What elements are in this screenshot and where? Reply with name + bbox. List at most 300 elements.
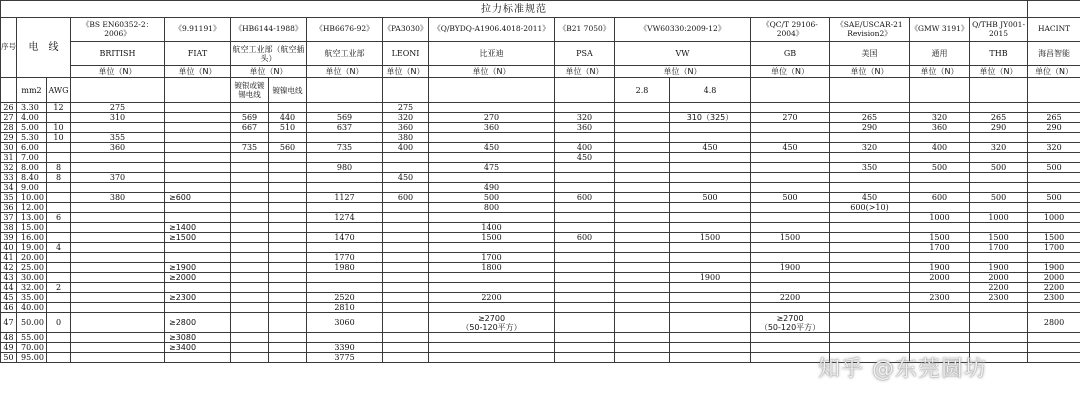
pull-force-line: （50-120平方） <box>759 322 821 332</box>
pull-force-value <box>429 333 555 343</box>
pull-force-value: 1700 <box>429 253 555 263</box>
pull-force-value: 2200 <box>970 283 1028 293</box>
row-index: 41 <box>1 253 17 263</box>
pull-force-value: 2520 <box>307 293 383 303</box>
row-index: 47 <box>1 313 17 333</box>
pull-force-value: 320 <box>383 113 429 123</box>
pull-force-value <box>71 183 165 193</box>
pull-force-value: 1900 <box>970 263 1028 273</box>
row-index: 32 <box>1 163 17 173</box>
pull-force-value: 800 <box>429 203 555 213</box>
pull-force-value: 600 <box>383 193 429 203</box>
standard-name: 美国 <box>830 42 910 66</box>
pull-force-value <box>970 173 1028 183</box>
pull-force-value <box>615 213 670 223</box>
pull-force-value <box>615 353 670 363</box>
pull-force-value: 450 <box>830 193 910 203</box>
pull-force-value <box>751 243 830 253</box>
table-row <box>1 143 1080 153</box>
pull-force-value <box>429 213 555 223</box>
pull-force-value <box>751 123 830 133</box>
pull-force-value <box>970 313 1028 333</box>
table-row <box>1 273 1080 283</box>
wire-header: 电 线 <box>17 18 71 78</box>
pull-force-value: 1700 <box>910 243 970 253</box>
pull-force-value: 265 <box>830 113 910 123</box>
wire-size-mm2: 55.00 <box>17 333 47 343</box>
pull-force-value <box>970 203 1028 213</box>
standard-name: FIAT <box>165 42 231 66</box>
pull-force-value <box>1028 133 1080 143</box>
wire-size-mm2: 8.00 <box>17 163 47 173</box>
pull-force-value: 1800 <box>429 263 555 273</box>
pull-force-value <box>751 333 830 343</box>
pull-force-value <box>165 123 231 133</box>
wire-size-mm2: 5.00 <box>17 123 47 133</box>
pull-force-value: ≥2300 <box>165 293 231 303</box>
wire-size-awg <box>47 113 71 123</box>
wire-size-awg: 12 <box>47 103 71 113</box>
pull-force-value <box>383 203 429 213</box>
standard-code: 《PA3030》 <box>383 18 429 42</box>
pull-force-value: 735 <box>307 143 383 153</box>
pull-force-value <box>615 163 670 173</box>
zhihu-watermark: 知乎 @东莞圆坊 <box>818 357 987 382</box>
pull-force-value <box>970 183 1028 193</box>
table-row <box>1 133 1080 143</box>
pull-force-value: 2200 <box>1028 283 1080 293</box>
wire-size-mm2: 25.00 <box>17 263 47 273</box>
pull-force-value <box>555 223 615 233</box>
pull-force-value <box>269 103 307 113</box>
pull-force-value: 355 <box>71 133 165 143</box>
standard-code: 《Q/BYDQ-A1906.4018-2011》 <box>429 18 555 42</box>
pull-force-value <box>383 333 429 343</box>
row-index: 35 <box>1 193 17 203</box>
pull-force-value: 475 <box>429 163 555 173</box>
pull-force-value: 600 <box>555 193 615 203</box>
standard-name: 航空工业部 <box>307 42 383 66</box>
pull-force-value: 500 <box>970 193 1028 203</box>
pull-force-value <box>670 313 751 333</box>
pull-force-value: 265 <box>970 113 1028 123</box>
row-index: 38 <box>1 223 17 233</box>
pull-force-value <box>970 303 1028 313</box>
pull-force-value: 360 <box>910 123 970 133</box>
pull-force-value <box>615 143 670 153</box>
standard-name: LEONI <box>383 42 429 66</box>
pull-force-value: 2000 <box>1028 273 1080 283</box>
pull-force-value <box>307 333 383 343</box>
standard-name: VW <box>615 42 751 66</box>
wire-size-mm2: 12.00 <box>17 203 47 213</box>
table-row <box>1 213 1080 223</box>
table-row <box>1 283 1080 293</box>
pull-force-value <box>670 343 751 353</box>
pull-force-value: 1900 <box>1028 263 1080 273</box>
pull-force-value <box>910 173 970 183</box>
pull-force-value <box>670 183 751 193</box>
pull-force-value: 360 <box>383 123 429 133</box>
pull-force-value <box>71 333 165 343</box>
wire-size-mm2: 8.40 <box>17 173 47 183</box>
pull-force-value <box>615 303 670 313</box>
pull-force-value <box>383 313 429 333</box>
unit-label: 单位（N） <box>307 66 383 78</box>
pull-force-value <box>1028 153 1080 163</box>
pull-force-value: 500 <box>751 193 830 203</box>
pull-force-value <box>670 303 751 313</box>
unit-label: 单位（N） <box>751 66 830 78</box>
pull-force-value <box>670 153 751 163</box>
pull-force-value <box>165 153 231 163</box>
pull-force-value <box>307 273 383 283</box>
pull-force-value <box>970 343 1028 353</box>
wire-size-awg <box>47 193 71 203</box>
pull-force-value <box>71 283 165 293</box>
pull-force-value <box>970 103 1028 113</box>
pull-force-value <box>231 303 269 313</box>
wire-size-awg <box>47 233 71 243</box>
pull-force-value <box>670 163 751 173</box>
pull-force-value <box>910 133 970 143</box>
pull-force-value: 320 <box>555 113 615 123</box>
pull-force-value: 980 <box>307 163 383 173</box>
standard-code: 《HB6676-92》 <box>307 18 383 42</box>
pull-force-value <box>231 343 269 353</box>
pull-force-value <box>970 153 1028 163</box>
standard-code: 《GMW 3191》 <box>910 18 970 42</box>
pull-force-value <box>269 293 307 303</box>
pull-force-value <box>165 253 231 263</box>
pull-force-value <box>165 213 231 223</box>
pull-force-value: ≥2000 <box>165 273 231 283</box>
pull-force-value <box>429 173 555 183</box>
wire-size-awg <box>47 253 71 263</box>
pull-force-value <box>231 103 269 113</box>
pull-force-value: 320 <box>970 143 1028 153</box>
pull-force-line: ≥2700 <box>776 313 804 323</box>
pull-force-value <box>307 173 383 183</box>
pull-force-value <box>269 193 307 203</box>
pull-force-value <box>429 353 555 363</box>
pull-force-value <box>970 333 1028 343</box>
wire-size-mm2: 95.00 <box>17 353 47 363</box>
pull-force-value: 310（325） <box>670 113 751 123</box>
pull-force-value: 600(>10) <box>830 203 910 213</box>
standard-name: PSA <box>555 42 615 66</box>
index-header: 序号 <box>1 18 17 78</box>
pull-force-value <box>383 223 429 233</box>
pull-force-value <box>970 223 1028 233</box>
pull-force-value <box>1028 173 1080 183</box>
pull-force-value: 500 <box>910 163 970 173</box>
wire-size-mm2: 15.00 <box>17 223 47 233</box>
pull-force-value: 500 <box>1028 163 1080 173</box>
standard-name: 海昌智能 <box>1028 42 1080 66</box>
pull-force-value: 290 <box>970 123 1028 133</box>
pull-force-value <box>165 183 231 193</box>
pull-force-value <box>231 333 269 343</box>
pull-force-value <box>269 273 307 283</box>
pull-force-value <box>615 153 670 163</box>
pull-force-value <box>165 283 231 293</box>
unit-label: 单位（N） <box>910 66 970 78</box>
nickel-wire-subheader: 镀镍电线 <box>269 78 307 103</box>
pull-force-value <box>1028 203 1080 213</box>
pull-force-value <box>555 273 615 283</box>
pull-force-value <box>1028 253 1080 263</box>
pull-force-value: 360 <box>555 123 615 133</box>
unit-label: 单位（N） <box>71 66 165 78</box>
pull-force-value <box>165 163 231 173</box>
pull-force-value <box>670 213 751 223</box>
pull-force-value <box>970 133 1028 143</box>
pull-force-value <box>269 313 307 333</box>
wire-size-mm2: 6.00 <box>17 143 47 153</box>
pull-force-value: 1000 <box>910 213 970 223</box>
wire-size-mm2: 19.00 <box>17 243 47 253</box>
pull-force-value <box>555 213 615 223</box>
pull-force-value <box>670 263 751 273</box>
wire-size-mm2: 35.00 <box>17 293 47 303</box>
pull-force-value <box>751 343 830 353</box>
wire-size-mm2: 7.00 <box>17 153 47 163</box>
wire-size-awg <box>47 183 71 193</box>
pull-force-value: 1500 <box>670 233 751 243</box>
pull-force-value: ≥2800 <box>165 313 231 333</box>
mm2-subheader: mm2 <box>17 78 47 103</box>
pull-force-value <box>307 103 383 113</box>
row-index: 30 <box>1 143 17 153</box>
wire-size-awg: 8 <box>47 173 71 183</box>
row-index: 28 <box>1 123 17 133</box>
pull-force-value: 290 <box>830 123 910 133</box>
pull-force-value <box>231 163 269 173</box>
wire-size-awg <box>47 153 71 163</box>
table-row <box>1 223 1080 233</box>
pull-force-value <box>165 143 231 153</box>
pull-force-value <box>751 273 830 283</box>
row-index: 34 <box>1 183 17 193</box>
wire-size-awg <box>47 303 71 313</box>
wire-size-mm2: 9.00 <box>17 183 47 193</box>
pull-force-value: 3390 <box>307 343 383 353</box>
pull-force-value <box>830 273 910 283</box>
pull-force-value: ≥1400 <box>165 223 231 233</box>
row-index: 26 <box>1 103 17 113</box>
standard-code: 《VW60330:2009-12》 <box>615 18 751 42</box>
standard-code: 《9.91191》 <box>165 18 231 42</box>
pull-force-value <box>71 233 165 243</box>
row-index: 29 <box>1 133 17 143</box>
pull-force-value: 2200 <box>751 293 830 303</box>
pull-force-value: ≥1900 <box>165 263 231 273</box>
unit-label: 单位（N） <box>165 66 231 78</box>
pull-force-value: 1700 <box>970 243 1028 253</box>
pull-force-value <box>71 123 165 133</box>
table-row <box>1 103 1080 113</box>
pull-force-value <box>615 313 670 333</box>
pull-force-value: 1900 <box>910 263 970 273</box>
pull-force-value <box>429 103 555 113</box>
row-index: 50 <box>1 353 17 363</box>
pull-force-value <box>615 273 670 283</box>
pull-force-value: 310 <box>71 113 165 123</box>
pull-force-value <box>269 133 307 143</box>
pull-force-value <box>751 203 830 213</box>
pull-force-value: 1900 <box>670 273 751 283</box>
pull-force-value: 450 <box>555 153 615 163</box>
pull-force-value <box>910 153 970 163</box>
wire-size-awg <box>47 203 71 213</box>
pull-force-value <box>269 183 307 193</box>
pull-force-value <box>231 153 269 163</box>
pull-force-value <box>307 203 383 213</box>
pull-force-value <box>383 243 429 253</box>
table-row <box>1 293 1080 303</box>
pull-force-value <box>830 333 910 343</box>
pull-force-value <box>231 133 269 143</box>
pull-force-value: 360 <box>71 143 165 153</box>
pull-force-value <box>615 263 670 273</box>
pull-force-value: ≥3080 <box>165 333 231 343</box>
pull-force-value <box>910 313 970 333</box>
wire-size-awg <box>47 333 71 343</box>
pull-force-value <box>910 253 970 263</box>
standard-name: BRITISH <box>71 42 165 66</box>
pull-force-value <box>231 213 269 223</box>
vw-4-8-subheader: 4.8 <box>670 78 751 103</box>
wire-size-mm2: 3.30 <box>17 103 47 113</box>
pull-force-value <box>751 153 830 163</box>
pull-force-value <box>307 133 383 143</box>
pull-force-value <box>830 243 910 253</box>
pull-force-value: 500 <box>429 193 555 203</box>
pull-force-value <box>751 133 830 143</box>
table-row <box>1 303 1080 313</box>
pull-force-value <box>615 203 670 213</box>
table-row <box>1 343 1080 353</box>
pull-force-value <box>910 183 970 193</box>
pull-force-value: 350 <box>830 163 910 173</box>
pull-force-value <box>429 153 555 163</box>
pull-force-value <box>670 253 751 263</box>
pull-force-value <box>71 243 165 253</box>
pull-force-value <box>615 243 670 253</box>
pull-force-value <box>165 113 231 123</box>
pull-force-value: 569 <box>307 113 383 123</box>
pull-force-value <box>307 243 383 253</box>
pull-force-value: 1900 <box>751 263 830 273</box>
pull-force-value <box>383 163 429 173</box>
pull-force-value: 270 <box>429 113 555 123</box>
pull-force-value <box>615 333 670 343</box>
unit-label: 单位（N） <box>383 66 429 78</box>
standard-code: 《SAE/USCAR-21 Revision2》 <box>830 18 910 42</box>
standard-code: Q/THB JY001-2015 <box>970 18 1028 42</box>
pull-force-value: 2000 <box>970 273 1028 283</box>
pull-force-value <box>1028 343 1080 353</box>
pull-force-value: 1500 <box>910 233 970 243</box>
table-row <box>1 233 1080 243</box>
pull-force-value <box>71 203 165 213</box>
pull-force-value <box>269 233 307 243</box>
pull-force-value: 2300 <box>1028 293 1080 303</box>
pull-force-value <box>429 273 555 283</box>
pull-force-value: 275 <box>383 103 429 113</box>
awg-subheader: AWG <box>47 78 71 103</box>
pull-force-value <box>910 283 970 293</box>
pull-force-value <box>383 293 429 303</box>
pull-force-value <box>1028 103 1080 113</box>
table-row <box>1 153 1080 163</box>
pull-force-value: 637 <box>307 123 383 133</box>
pull-force-value: ≥3400 <box>165 343 231 353</box>
row-index: 37 <box>1 213 17 223</box>
pull-force-value <box>383 283 429 293</box>
pull-force-value <box>615 123 670 133</box>
pull-force-value: 1500 <box>970 233 1028 243</box>
table-row <box>1 203 1080 213</box>
pull-force-value <box>751 223 830 233</box>
pull-force-value <box>670 123 751 133</box>
table-row <box>1 113 1080 123</box>
pull-force-value <box>269 163 307 173</box>
pull-force-value <box>830 213 910 223</box>
row-index: 27 <box>1 113 17 123</box>
pull-force-value <box>670 173 751 183</box>
unit-label: 单位（N） <box>555 66 615 78</box>
pull-force-value <box>555 333 615 343</box>
pull-force-value <box>165 353 231 363</box>
pull-force-value <box>429 283 555 293</box>
pull-force-value: 1770 <box>307 253 383 263</box>
table-row <box>1 193 1080 203</box>
pull-force-value: 569 <box>231 113 269 123</box>
pull-force-value: ≥600 <box>165 193 231 203</box>
table-row <box>1 123 1080 133</box>
pull-force-value <box>269 173 307 183</box>
table-title: 拉力标准规范 <box>1 1 1028 18</box>
silver-tin-wire-subheader: 镀银或镀锡电线 <box>231 78 269 103</box>
pull-force-value: 1470 <box>307 233 383 243</box>
pull-force-value: 450 <box>383 173 429 183</box>
standard-name: THB <box>970 42 1028 66</box>
wire-size-awg: 8 <box>47 163 71 173</box>
unit-label: 单位（N） <box>830 66 910 78</box>
pull-force-value <box>670 133 751 143</box>
pull-force-value <box>615 233 670 243</box>
wire-size-awg: 6 <box>47 213 71 223</box>
pull-force-value: 2300 <box>970 293 1028 303</box>
pull-force-value <box>830 263 910 273</box>
pull-force-value: 735 <box>231 143 269 153</box>
pull-force-value: 320 <box>910 113 970 123</box>
standard-code: 《QC/T 29106-2004》 <box>751 18 830 42</box>
pull-force-value <box>751 283 830 293</box>
pull-force-value <box>231 203 269 213</box>
pull-force-value <box>231 263 269 273</box>
pull-force-value <box>670 333 751 343</box>
pull-force-value <box>429 313 555 333</box>
wire-size-awg: 4 <box>47 243 71 253</box>
pull-force-value <box>231 293 269 303</box>
wire-size-mm2: 30.00 <box>17 273 47 283</box>
pull-force-value <box>383 353 429 363</box>
pull-force-value <box>269 283 307 293</box>
pull-force-value <box>910 203 970 213</box>
